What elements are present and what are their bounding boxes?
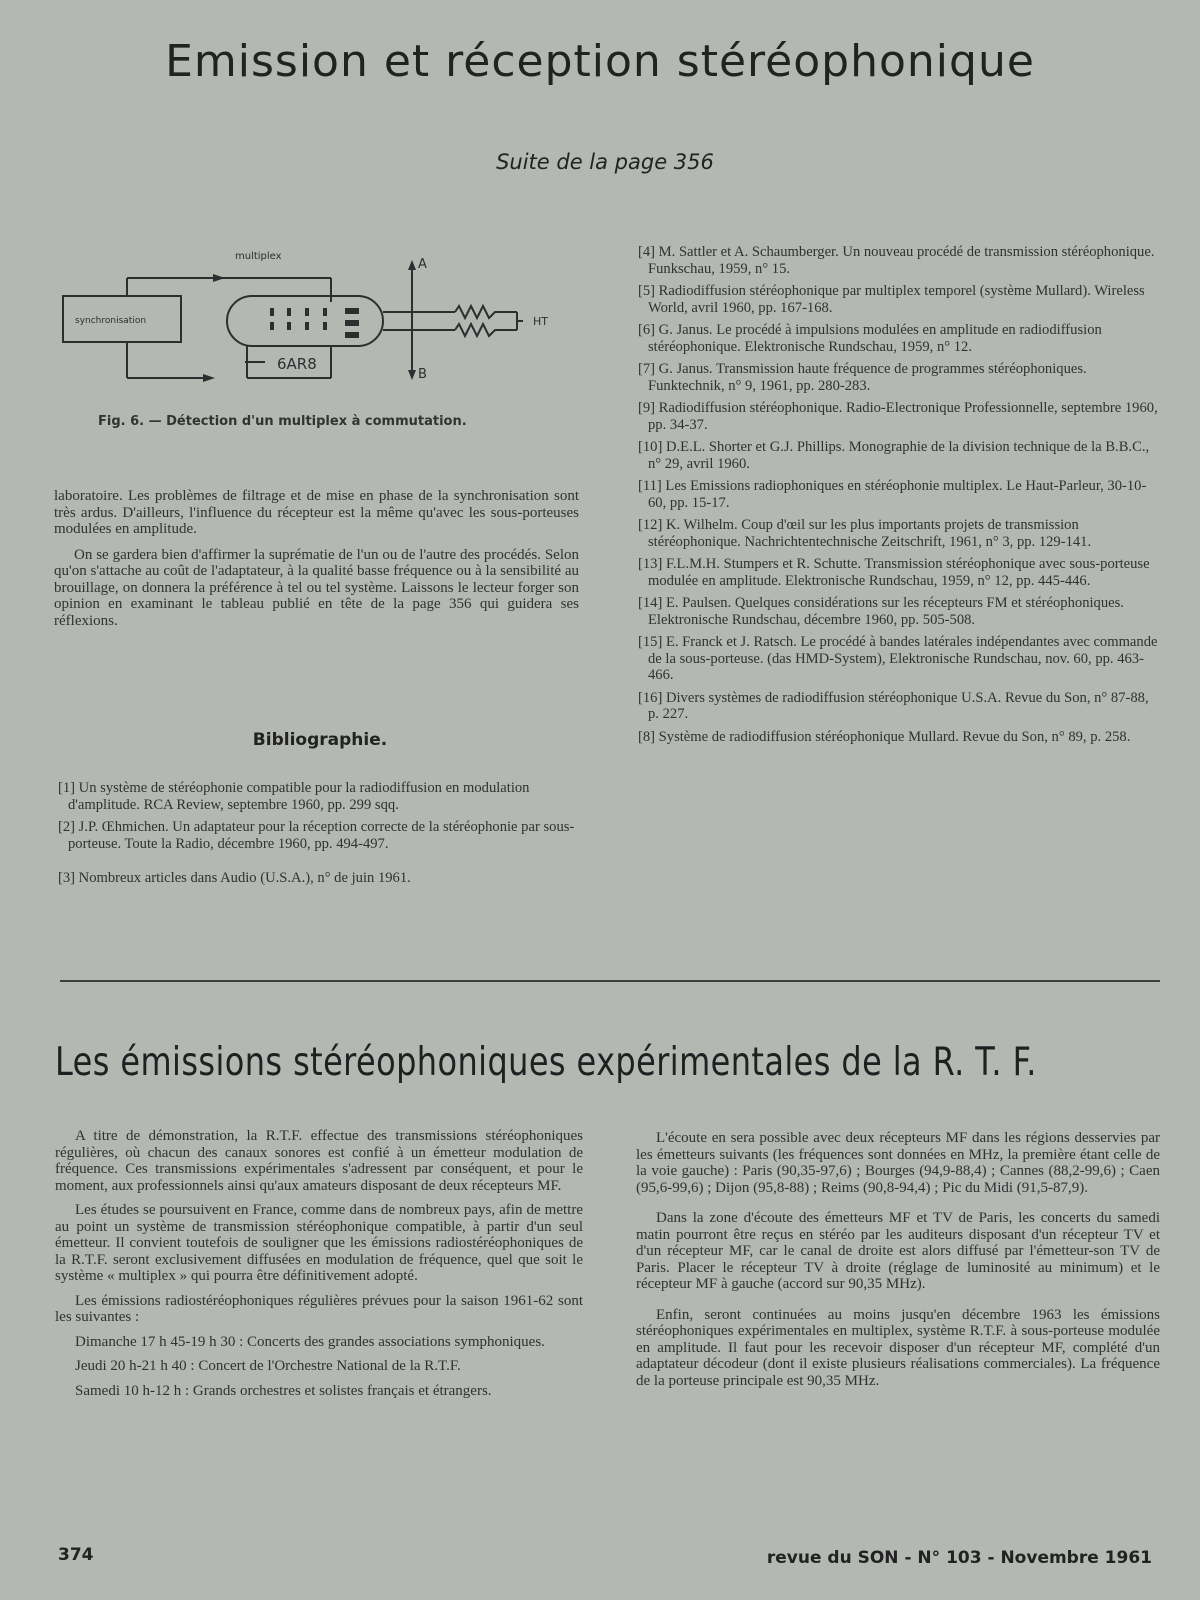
article2-title: Les émissions stéréophoniques expérimentales de la R. T. F. — [55, 1040, 1037, 1085]
reference-item: [10] D.E.L. Shorter et G.J. Phillips. Monographie de la division technique de la B.B.C., n° 29, avril 1960. — [638, 439, 1150, 472]
section-divider — [60, 980, 1160, 982]
synchronisation-label: synchronisation — [75, 316, 147, 326]
output-b-label: B — [418, 367, 427, 382]
ht-label: HT — [533, 315, 548, 328]
reference-item: [5] Radiodiffusion stéréophonique par multiplex temporel (système Mullard). Wireless World, avril 1960, pp. 167-168. — [638, 283, 1145, 316]
article2-left-column — [55, 1128, 583, 1407]
article2-right-column — [636, 1130, 1160, 1397]
circuit-diagram — [55, 250, 595, 400]
output-a-label: A — [418, 257, 427, 272]
reference-item: [9] Radiodiffusion stéréophonique. Radio-Electronique Professionnelle, septembre 1960, pp. 34-37. — [638, 400, 1158, 433]
page-title: Emission et réception stéréophonique — [165, 36, 1035, 87]
reference-item: [13] F.L.M.H. Stumpers et R. Schutte. Transmission stéréophonique avec sous-porteuse modulée en amplitude. Elektronische Rundschau, 1959, n° 12, pp. 445-446. — [638, 556, 1150, 589]
reference-item: [11] Les Emissions radiophoniques en stéréophonie multiplex. Le Haut-Parleur, 30-10-60, pp. 15-17. — [638, 478, 1147, 511]
bibliography-left — [58, 780, 578, 893]
article1-paragraph: On se gardera bien d'affirmer la suprématie de l'un ou de l'autre des procédés. Selon qu'on s'attache au coût de l'adaptateur, à la qualité basse fréquence ou à la sensibilité au brouillage, on donnera la préférence à tel ou tel système. Laissons le lecteur forger son opinion en examinant le tableau publié en tête de la page 356 qui guidera ses réflexions. — [54, 546, 579, 629]
journal-footer: revue du SON - N° 103 - Novembre 1961 — [766, 1548, 1152, 1568]
article2-paragraph: A titre de démonstration, la R.T.F. effectue des transmissions stéréophoniques régulières, où chacun des canaux sonores est confié à un émetteur modulation de fréquence. Ces transmissions expérimentales s'adressent par conséquent, et pour le moment, aux professionnels ainsi qu'aux amateurs disposant de deux récepteurs MF. — [55, 1128, 583, 1194]
reference-item: [6] G. Janus. Le procédé à impulsions modulées en amplitude en radiodiffusion stéréophonique. Elektronische Rundschau, 1959, n° 12. — [638, 322, 1102, 355]
article2-paragraph: L'écoute en sera possible avec deux récepteurs MF dans les régions desservies par les émetteurs suivants (les fréquences sont données en MHz, la première étant celle de la voie gauche) : Paris (90,35-97,6) ; Bourges (94,9-88,4) ; Cannes (88,2-99,6) ; Caen (95,6-99,6) ; Dijon (95,8-88) ; Reims (90,8-94,4) ; Pic du Midi (91,5-87,9). — [636, 1130, 1160, 1196]
schedule-item: Samedi 10 h-12 h : Grands orchestres et solistes français et étrangers. — [75, 1382, 492, 1399]
tube-label: 6AR8 — [277, 355, 317, 373]
reference-item: [15] E. Franck et J. Ratsch. Le procédé à bandes latérales indépendantes avec commande de la sous-porteuse. (das HMD-System), Elektronische Rundschau, nov. 60, pp. 463-466. — [638, 634, 1158, 683]
multiplex-label: multiplex — [235, 251, 282, 262]
schedule-item: Dimanche 17 h 45-19 h 30 : Concerts des grandes associations symphoniques. — [75, 1333, 545, 1350]
schedule-item: Jeudi 20 h-21 h 40 : Concert de l'Orchestre National de la R.T.F. — [75, 1358, 461, 1374]
reference-item: [12] K. Wilhelm. Coup d'œil sur les plus importants projets de transmission stéréophonique. Nachrichtentechnische Zeitschrift, 1961, n° 3, pp. 129-141. — [638, 517, 1092, 550]
article2-paragraph: Les émissions radiostéréophoniques régulières prévues pour la saison 1961-62 sont les suivantes : — [55, 1292, 583, 1325]
article2-paragraph: Les études se poursuivent en France, comme dans de nombreux pays, afin de mettre au point un système de transmission stéréophonique compatible, à partir d'un seul émetteur. Il convient toutefois de souligner que les émissions radiostéréophoniques de la R.T.F. seront exclusivement diffusées en modulation de fréquence, quel que soit le système « multiplex » qui pourra être définitivement adopté. — [55, 1202, 583, 1284]
reference-item: [3] Nombreux articles dans Audio (U.S.A.), n° de juin 1961. — [58, 870, 411, 886]
reference-item: [8] Système de radiodiffusion stéréophonique Mullard. Revue du Son, n° 89, p. 258. — [638, 728, 1131, 745]
page-number: 374 — [58, 1545, 94, 1565]
article1-paragraph: laboratoire. Les problèmes de filtrage et de mise en phase de la synchronisation sont très ardus. D'ailleurs, l'influence du récepteur est la même qu'avec les sous-porteuses modulées en amplitude. — [54, 488, 579, 537]
reference-item: [7] G. Janus. Transmission haute fréquence de programmes stéréophoniques. Funktechnik, n° 9, 1961, pp. 280-283. — [638, 361, 1087, 394]
reference-item: [2] J.P. Œhmichen. Un adaptateur pour la réception correcte de la stéréophonie par sous-porteuse. Toute la Radio, décembre 1960, pp. 494-497. — [58, 819, 575, 852]
reference-item: [1] Un système de stéréophonie compatible pour la radiodiffusion en modulation d'amplitude. RCA Review, septembre 1960, pp. 299 sqq. — [58, 780, 530, 813]
article1-body — [54, 488, 579, 638]
continuation-note: Suite de la page 356 — [496, 150, 714, 174]
reference-item: [14] E. Paulsen. Quelques considérations sur les récepteurs FM et stéréophoniques. Elektronische Rundschau, décembre 1960, pp. 505-508. — [638, 595, 1124, 628]
bibliography-right — [638, 244, 1160, 751]
tube-envelope — [227, 296, 383, 346]
bibliography-heading: Bibliographie. — [252, 730, 388, 750]
reference-item: [4] M. Sattler et A. Schaumberger. Un nouveau procédé de transmission stéréophonique. Funkschau, 1959, n° 15. — [638, 244, 1155, 277]
reference-item: [16] Divers systèmes de radiodiffusion stéréophonique U.S.A. Revue du Son, n° 87-88, p. 227. — [638, 689, 1149, 722]
article2-paragraph: Dans la zone d'écoute des émetteurs MF et TV de Paris, les concerts du samedi matin pourront être reçus en stéréo par les auditeurs disposant d'un récepteur TV et d'un récepteur MF, car le canal de droite est alors diffusé par l'émetteur-son TV de Paris. Placer le récepteur TV à droite (réglage de luminosité au minimum) et le récepteur MF à gauche (accord sur 90,35 MHz). — [636, 1210, 1160, 1292]
article2-paragraph: Enfin, seront continuées au moins jusqu'en décembre 1963 les émissions stéréophoniques expérimentales en multiplex, système R.T.F. à sous-porteuse modulée en amplitude. Il faut pour les recevoir disposer d'un récepteur MF, complété d'un adaptateur décodeur (dont il existe plusieurs réalisations commerciales). La fréquence de la porteuse principale est 90,35 MHz. — [636, 1306, 1160, 1389]
figure-caption: Fig. 6. — Détection d'un multiplex à commutation. — [98, 414, 467, 429]
